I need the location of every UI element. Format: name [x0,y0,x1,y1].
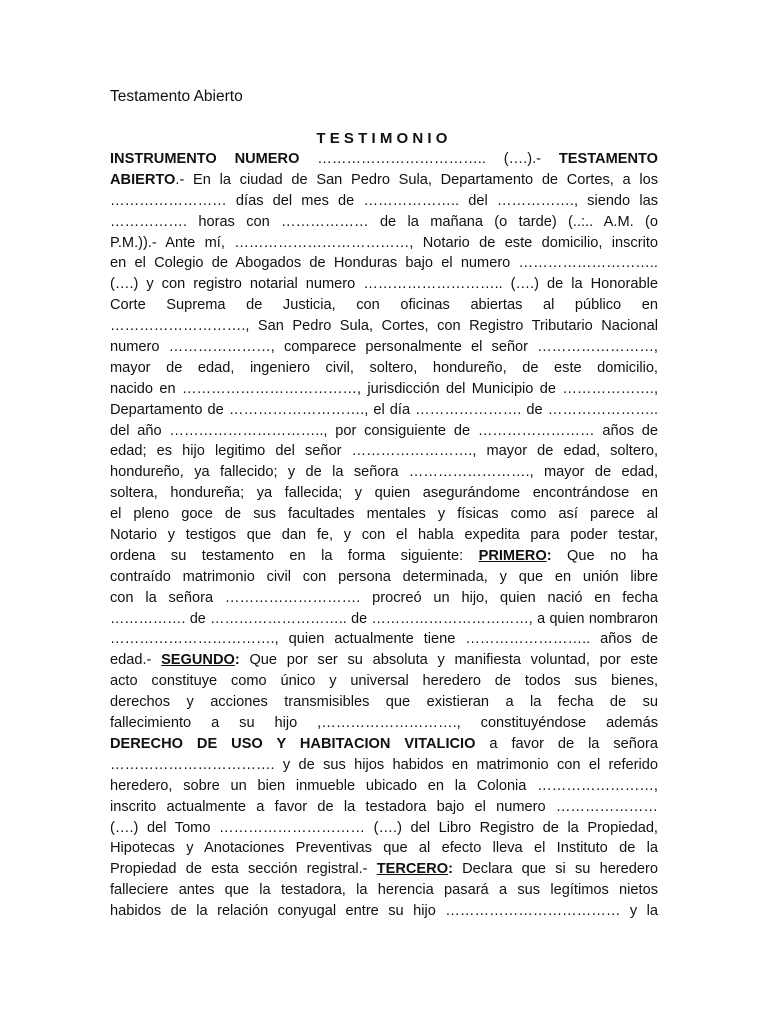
text-segment: Que por ser su absoluta y manifiesta voluntad, por este [239,652,658,669]
text-line [110,567,658,588]
text-segment: Corte Suprema de Justicia, con oficinas abiertas al público en [110,297,658,314]
text-segment: ……………………………., quien actualmente tiene …………………….. años de [110,631,658,648]
text-line [110,880,658,901]
text-line [110,233,658,254]
text-segment: ………………………., San Pedro Sula, Cortes, con Registro Tributario Nacional [110,318,658,335]
text-segment: el pleno goce de sus facultades mentales y físicas como así parece al [110,506,658,523]
text-segment: Propiedad de esta sección registral.- [110,861,377,878]
text-segment: contraído matrimonio civil con persona determinada, y que en unión libre [110,568,658,585]
clause-heading: PRIMERO [478,547,547,564]
text-segment: habidos de la relación conyugal entre su hijo ……………………………… y la [110,903,658,920]
text-segment: inscrito actualmente a favor de la testadora bajo el numero ………………… [110,798,658,815]
text-line [110,692,658,713]
text-line [110,609,658,630]
bold-text: DERECHO DE USO Y HABITACION VITALICIO [110,735,476,752]
bold-text: : [448,861,453,878]
text-line [110,629,658,650]
text-line [110,734,658,755]
text-segment: (….) y con registro notarial numero ……………………….. (….) de la Honorable [110,276,658,293]
text-line [110,901,658,922]
text-line [110,400,658,421]
text-segment: ordena su testamento en la forma siguiente: [110,547,479,564]
text-line [110,358,658,379]
text-line [110,253,658,274]
bold-text: TESTAMENTO [558,151,658,167]
bold-text: INSTRUMENTO NUMERO [110,151,300,167]
clause-heading: SEGUNDO [161,652,235,669]
text-segment: Notario y testigos que dan fe, y con el habla expedita para poder testar, [110,527,658,544]
text-segment: Declara que si su heredero [452,861,658,878]
text-segment: …………………………….. (….).- [299,151,559,167]
text-segment: del año ………………………….., por consiguiente de …………………… años de [110,422,658,439]
text-segment: acto constituye como único y universal heredero de todos sus bienes, [110,673,658,690]
text-segment: Departamento de ………………………., el día …………………. de ………………….. [110,401,658,418]
document-body [110,149,658,922]
text-segment: con la señora ………………………. procreó un hijo, quien nació en fecha [110,589,658,606]
text-line [110,859,658,880]
text-segment: Hipotecas y Anotaciones Preventivas que al efecto lleva el Instituto de la [110,840,658,857]
text-line [110,295,658,316]
text-line [110,755,658,776]
text-line [110,421,658,442]
text-line [110,797,658,818]
text-segment: nacido en ………………………………, jurisdicción del Municipio de ………………., [110,380,658,397]
text-line [110,818,658,839]
text-line [110,504,658,525]
text-segment: numero …………………, comparece personalmente el señor ……………………, [110,339,658,356]
text-segment: heredero, sobre un bien inmueble ubicado en la Colonia ……………………, [110,777,658,794]
text-segment: Que no ha [551,547,658,564]
text-segment: P.M.)).- Ante mí, ………………………………, Notario de este domicilio, inscrito [110,234,658,251]
bold-text: ABIERTO [110,171,176,188]
text-line [110,337,658,358]
text-line [110,316,658,337]
text-line [110,462,658,483]
text-line [110,149,658,170]
document-heading: Testamento Abierto [110,88,243,105]
text-segment: ……………. de ……………………….. de ……………………………, a quien nombraron [110,610,658,627]
text-line [110,546,658,567]
text-line [110,441,658,462]
text-segment: mayor de edad, ingeniero civil, soltero, hondureño, de este domicilio, [110,359,658,376]
bold-text: : [234,652,240,669]
text-segment: falleciere antes que la testadora, la herencia pasará a sus legítimos nietos [110,882,658,899]
text-segment: edad; es hijo legitimo del señor ……………………., mayor de edad, soltero, [110,443,658,460]
text-line [110,713,658,734]
text-segment: (….) del Tomo ………………………… (….) del Libro Registro de la Propiedad, [110,819,658,836]
text-line [110,483,658,504]
text-line [110,191,658,212]
text-segment: soltera, hondureña; ya fallecida; y quien asegurándome encontrándose en [110,485,658,502]
text-segment: derechos y acciones transmisibles que existieran a la fecha de su [110,694,658,711]
bold-text: : [546,547,552,564]
text-line [110,588,658,609]
text-line [110,650,658,671]
text-segment: fallecimiento a su hijo ,………………………., constituyéndose además [110,715,658,732]
text-line [110,379,658,400]
text-segment: edad.- [110,652,162,669]
text-line [110,170,658,191]
text-segment: ……………………………. y de sus hijos habidos en matrimonio con el referido [110,756,658,773]
text-line [110,776,658,797]
document-title: TESTIMONIO [316,130,452,147]
text-segment: .- En la ciudad de San Pedro Sula, Departamento de Cortes, a los [175,171,658,188]
text-segment: ……………. horas con ……………… de la mañana (o tarde) (..:.. A.M. (o [110,213,658,230]
text-segment: …………………… días del mes de ……………….. del ……………., siendo las [110,192,658,209]
text-segment: hondureño, ya fallecido; y de la señora ……………………., mayor de edad, [110,464,658,481]
text-line [110,212,658,233]
text-line [110,671,658,692]
text-segment: a favor de la señora [475,735,658,752]
text-line [110,274,658,295]
text-line [110,838,658,859]
text-segment: en el Colegio de Abogados de Honduras bajo el numero ……………………….. [110,255,658,272]
clause-heading: TERCERO [376,861,449,878]
text-line [110,525,658,546]
